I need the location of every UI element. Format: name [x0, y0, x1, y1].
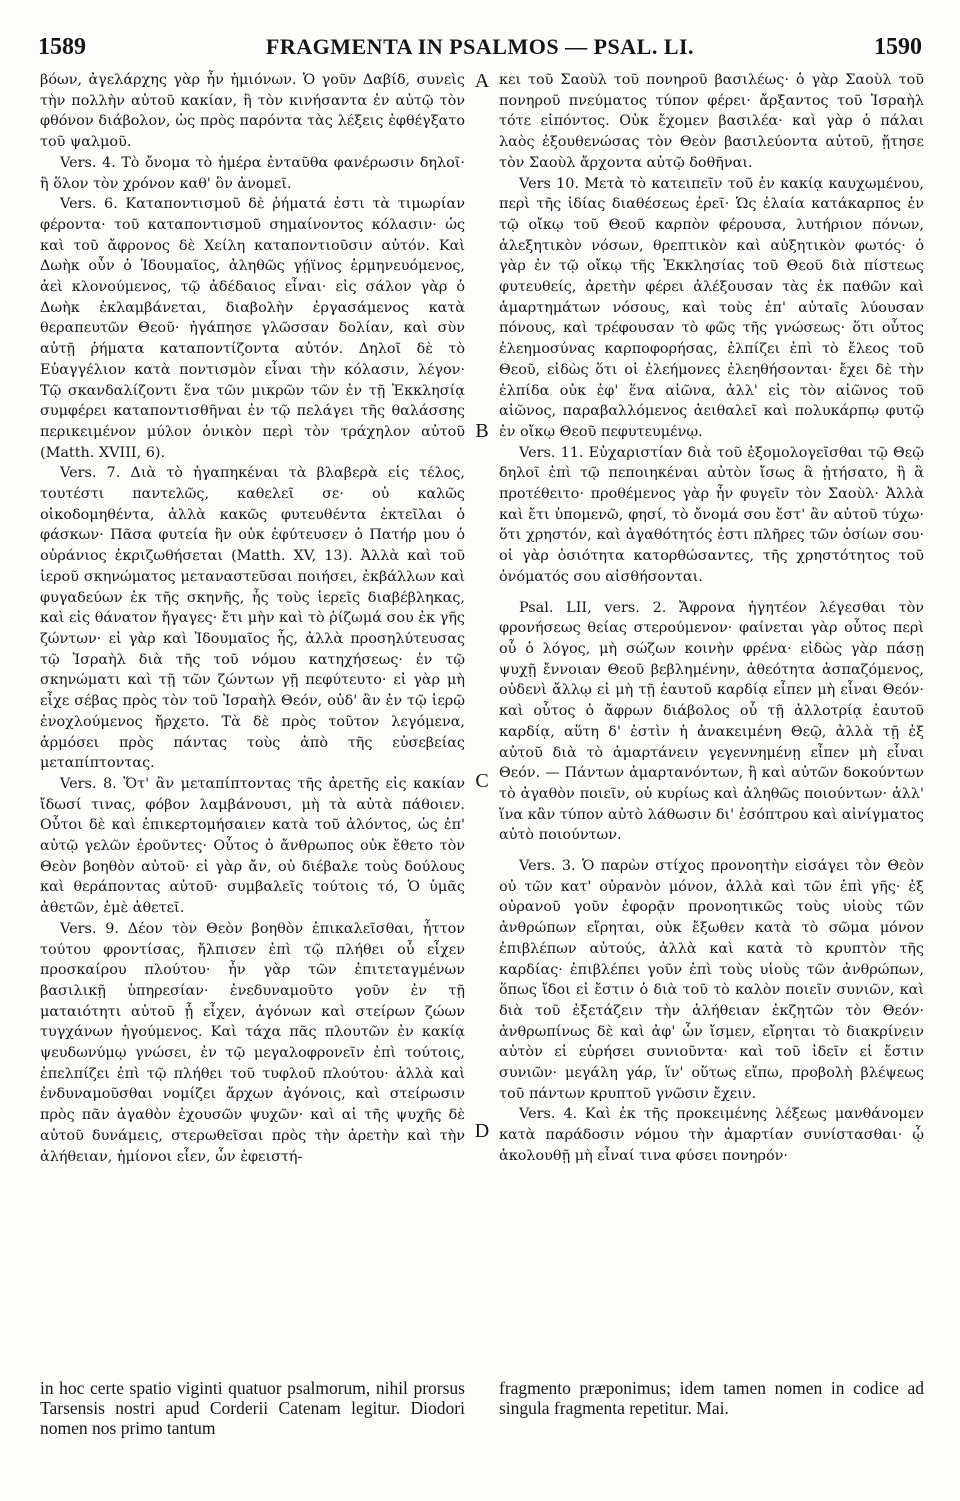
- paragraph: Vers. 3. Ὁ παρὼν στίχος προνοητὴν εἰσάγει τὸν Θεὸν οὐ τῶν κατ' οὐρανὸν μόνον, ἀλλὰ καὶ τῶν ἐπὶ γῆς· ἐξ οὐρανοῦ γοῦν ἐφορᾷν προνοητικῶς τοὺς υἱοὺς τῶν ἀνθρώπων εἴρηται, οὐκ ἔξωθεν κατὰ τὸ σῶμα μόνον ἐπιβλέπων αὐτούς, ἀλλὰ καὶ κατὰ τὸ κρυπτὸν τῆς καρδίας· ἐπιβλέπει γοῦν ἐπὶ τοὺς υἱοὺς τῶν ἀνθρώπων, ὅπως ἴδοι εἰ ἔστιν ὁ διὰ τοῦ τὸ καλὸν ποιεῖν συνιῶν, καὶ διὰ τοῦ ἐξετάζειν τὴν ἀλήθειαν ἐκζητῶν τὸν Θεόν· ἀνθρωπίνως δὲ καὶ ἀφ' ὧν ἴσμεν, εἴρηται τὸ διακρίνειν αὐτὸν εἰ εὑρήσει συνιοῦντα· καὶ τοῦ ἰδεῖν εἰ ἔστιν συνιῶν· μεγάλη γάρ, ἵν' οὕτως εἴπω, προβολὴ βλέψεως τοῦ πάντων κρυπτοῦ γνῶσιν ἔχειν.: [499, 858, 924, 1102]
- footnote-right: fragmento præponimus; idem tamen nomen in codice ad singula fragmenta repetitur. Mai.: [499, 1378, 924, 1418]
- paragraph: Psal. LII, vers. 2. Ἄφρονα ἡγητέον λέγεσθαι τὸν φρονήσεως θείας στερούμενον· φαίνεται γὰρ οὗτος περὶ οὗ ὁ λόγος, μὴ σώζων κοινὴν φρένα· εἰδὼς γὰρ πάσῃ ψυχῇ ἔννοιαν Θεοῦ βεβλημένην, ἀθεότητα ἀσπαζόμενος, οὐδενὶ ἄλλῳ εἰ μὴ τῇ ἑαυτοῦ καρδίᾳ εἶπεν μὴ εἶναι Θεόν· καὶ οὗτος ὁ ἄφρων διάβολος οὗ τῇ ἀλλοτρίᾳ ἑαυτοῦ καρδίᾳ, αὕτη δ' ἐστὶν ἡ ἀνακειμένη Θεῷ, ἀλλὰ τῇ ἐξ αὐτοῦ διὰ τὸ ἁμαρτάνειν γεγεννημένῃ εἶπεν μὴ εἶναι Θεόν. — Πάντων ἁμαρτανόντων, ἢ καὶ αὐτῶν δοκούντων τὸ ἀγαθὸν ποιεῖν, οὐ κυρίως καὶ ἀληθῶς ποιούντων· ἀλλ' ἵνα κἂν τύπον αὐτὸ λάθωσιν δι' ἐσόπτρου καὶ αἰνίγματος αὐτὸ ποιούντων.: [499, 599, 924, 844]
- paragraph: Vers. 9. Δέον τὸν Θεὸν βοηθὸν ἐπικαλεῖσθαι, ἧττον τούτου φροντίσας, ἤλπισεν ἐπὶ τῷ πλήθει οὗ εἶχεν προσκαίρου πλούτου· ἦν γὰρ τῶν ἐπιτεταγμένων βασιλικῇ ὑπηρεσίαν· ἐνεδυναμοῦτο γοῦν ἐν τῇ ματαιότητι αὐτοῦ ᾗ εἶχεν, ἀγόνων καὶ στείρων ζώων τυγχάνων ἡγούμενος. Καὶ τάχα πᾶς πλουτῶν ἐν κακίᾳ ψευδωνύμῳ γνώσει, ἐν τῷ μεγαλοφρονεῖν ἐπὶ τούτοις, ἐπελπίζει ἐπὶ τῷ πλήθει τοῦ τυφλοῦ πλούτου· ἀλλὰ καὶ ἐνδυναμοῦσθαι νομίζει ἄρχων ἀγόνοις, καὶ στείρωσιν πρὸς πᾶν ἀγαθὸν ἐχουσῶν ψυχῶν· καὶ αἱ τῆς ψυχῆς δὲ αὐτοῦ δυνάμεις, στερωθεῖσαι πρὸς τὴν ἀρετὴν καὶ τὴν ἀλήθειαν, ἡμίονοι εἶεν, ὧν ἐφειστή-: [40, 920, 465, 1165]
- paragraph: Vers 10. Μετὰ τὸ κατειπεῖν τοῦ ἐν κακίᾳ καυχωμένου, περὶ τῆς ἰδίας διαθέσεως ἐρεῖ· Ὡς ἐλαία κατάκαρπος ἐν τῷ οἴκῳ τοῦ Θεοῦ καρπὸν φέρουσα, λυτήριον πόνων, ἀλεξητικὸν νόσων, θρεπτικὸν καὶ αὐξητικὸν φωτός· ὁ γὰρ ἐν τῷ οἴκῳ τῆς Ἐκκλησίας τοῦ Θεοῦ διὰ πίστεως φυτευθείς, ἀρετὴν φέρει ἀλέξουσαν τὰς ἐκ παθῶν καὶ ἁμαρτημάτων νόσους, καὶ τοὺς ἐπ' αὐταῖς λύουσαν πόνους, καὶ τρέφουσαν τὸ φῶς τῆς γνώσεως· ὅτι οὗτος ἐλεημοσύνας καρποφορήσας, ἐλπίζει ἐπὶ τὸ ἔλεος τοῦ Θεοῦ, εἰδὼς ὅτι οἱ ἐλεήμονες ἐλεηθήσονται· ἔχει δὲ τὴν ἐλπίδα οὐκ ἐφ' ἕνα αἰῶνα, ἀλλ' εἰς τὸν αἰῶνος τοῦ αἰῶνος, παραβαλλόμενος ἀειθαλεῖ καὶ πολυκάρπῳ φυτῷ ἐν οἴκῳ Θεοῦ πεφυτευμένῳ.: [499, 175, 924, 440]
- margin-letter-b: B: [475, 420, 489, 442]
- page-header: [38, 34, 922, 64]
- running-title: FRAGMENTA IN PSALMOS — PSAL. LI.: [265, 34, 695, 59]
- paragraph: Vers. 6. Καταποντισμοῦ δὲ ῥήματά ἐστι τὰ τιμωρίαν φέροντα· τοῦ καταποντισμοῦ σημαίνοντος κόλασιν· ὡς καὶ τοῦ ἄφρονος δὲ Χείλη καταποντιοῦσιν αὐτόν. Καὶ Δωὴκ οὖν ὁ Ἰδουμαῖος, ἀληθῶς γῄϊνος ἑρμηνευόμενος, ἀεὶ κλονούμενος, τῷ ἀδέδαιος εἶναι· εἰς σάλον γὰρ ὁ Δωὴκ ἐκλαμβάνεται, διαβολὴν ἐργασάμενος κατὰ θεραπευτῶν Θεοῦ· ἠγάπησε γλῶσσαν δολίαν, καὶ σὺν αὐτῇ ῥήματα καταποντίζοντα αὐτόν. Δηλοῖ δὲ τὸ Εὐαγγέλιον κατὰ ποντισμὸν εἶναι τὴν κόλασιν, λέγον· Τῷ σκανδαλίζοντι ἕνα τῶν μικρῶν τῶν ἐν τῇ Ἐκκλησίᾳ συμφέρει καταποντισθῆναι ἐν τῷ πελάγει τῆς θαλάσσης περικειμένον μύλον ὀνικὸν περὶ τὸν τράχηλον αὐτοῦ (Matth. XVIII, 6).: [40, 196, 465, 461]
- page-number-left: 1589: [38, 34, 86, 60]
- margin-letter-a: A: [474, 70, 490, 92]
- paragraph: Vers. 4. Καὶ ἐκ τῆς προκειμένης λέξεως μανθάνομεν κατὰ παράδοσιν νόμου τὴν ἁμαρτίαν συνίστασθαι· ᾧ ἀκολουθῇ μὴ εἶναί τινα φύσει πονηρόν·: [499, 1106, 924, 1164]
- margin-letter-c: C: [475, 770, 489, 792]
- paragraph: κει τοῦ Σαοὺλ τοῦ πονηροῦ βασιλέως· ὁ γὰρ Σαοὺλ τοῦ πονηροῦ πνεύματος τύπον φέρει· ἄρξαντος τοῦ Ἰσραὴλ τότε εἰπόντος. Οὐκ ἔχομεν βασιλέα· καὶ γὰρ ὁ πάλαι λαὸς ἐξουθενώσας τὸν Θεὸν βασιλεύοντα αὐτοῦ, ᾔτησε τὸν Σαοὺλ ἄρχοντα αὐτῷ δοθῆναι.: [499, 72, 924, 171]
- margin-letter-d: D: [474, 1120, 490, 1142]
- footnote-left: in hoc certe spatio viginti quatuor psalmorum, nihil prorsus Tarsensis nostri apud Corderii Catenam legitur. Diodori nomen nos primo tantum: [40, 1378, 465, 1438]
- paragraph: Vers. 11. Εὐχαριστίαν διὰ τοῦ ἐξομολογεῖσθαι τῷ Θεῷ δηλοῖ ἐπὶ τῷ πεποιηκέναι αὐτὸν ἴσως ἃ ᾐτήσατο, ἢ ἃ προτέθειτο· προθέμενος γὰρ ἦν φυγεῖν τὸν Σαοὺλ· Ἀλλὰ καὶ ἔτι ὑπομενῶ, φησί, τὸ ὄνομά σου ἔστ' ἂν αὐτοῦ τύχω· ὅτι χρηστόν, καὶ ἀγαθότητός ἐστι πλῆρες τῶν ὁσίων σου· οἱ γὰρ ὁσιότητα κατορθώσαντες, τῆς χρηστότητος τοῦ ὀνόματός σου αἰσθήσονται.: [499, 444, 924, 585]
- paragraph: Vers. 7. Διὰ τὸ ἠγαπηκέναι τὰ βλαβερὰ εἰς τέλος, τουτέστι παντελῶς, καθελεῖ σε· οὐ καλῶς οἰκοδομηθέντα, ἀλλὰ κακῶς φυτευθέντα ἐκτεῖλαι ὁ φάσκων· Πᾶσα φυτεία ἣν οὐκ ἐφύτευσεν ὁ Πατήρ μου ὁ οὐράνιος ἐκριζωθήσεται (Matth. XV, 13). Ἀλλὰ καὶ τοῦ ἱεροῦ σκηνώματος μεταναστεῦσαι ποιήσει, ἐκβάλλων καὶ φυγαδεύων ἐκ τῆς σκηνῆς, ἧς τοὺς ἱερεῖς διαβέβληκας, καὶ εἰς θάνατον ἤγαγες· ἔτι μὴν καὶ τὸ ῥίζωμά σου ἐκ γῆς ζώντων· εἰ γὰρ καὶ Ἰδουμαῖος ἦς, ἀλλὰ προσηλύτευσας τῷ Ἰσραὴλ διὰ τῆς τοῦ νόμου κατηχήσεως· ἐν τῷ σκηνώματι καὶ τῇ τῶν ζώντων γῇ πεφύτευτο· εἰ γὰρ μὴ εἶχε σέβας πρὸς τὸν τοῦ Ἰσραὴλ Θεόν, οὐδ' ἂν ἐν τῷ ἱερῷ ἐνοχλούμενος ἤρχετο. Τὰ δὲ πρὸς τοῦτον λεγόμενα, ἁρμόσει πρὸς πάντας τοὺς ἀπὸ τῆς εὐσεβείας μεταπίπτοντας.: [40, 465, 465, 772]
- paragraph: Vers. 8. Ὅτ' ἂν μεταπίπτοντας τῆς ἀρετῆς εἰς κακίαν ἴδωσί τινας, φόβον λαμβάνουσι, μὴ τὰ αὐτὰ πάθοιεν. Οὗτοι δὲ καὶ ἐπικερτομήσαιεν κατὰ τοῦ ἀλόντος, ὡς ἐπ' αὐτῷ γελῶν ἐροῦντες· Οὗτος ὁ ἄνθρωπος οὐκ ἔθετο τὸν Θεὸν βοηθὸν αὐτοῦ· εἰ γὰρ ἄν, οὐ διέβαλε τοὺς δούλους καὶ θεράποντας αὐτοῦ· συμβαλεῖς τούτοις τό, Ὁ ὑμᾶς ἀθετῶν, ἐμὲ ἀθετεῖ.: [40, 775, 465, 917]
- page-number-right: 1590: [874, 34, 922, 60]
- left-column: [40, 70, 465, 1167]
- paragraph: βόων, ἀγελάρχης γὰρ ἦν ἡμιόνων. Ὁ γοῦν Δαβίδ, συνεὶς τὴν πολλὴν αὐτοῦ κακίαν, ἢ τὸν κινήσαντα ἐν αὐτῷ τὸν φθόνον διάβολον, ὡς πρὸς παρόντα τὰς λέξεις ἐφθέγξατο τοῦ ψαλμοῦ.: [40, 72, 465, 151]
- paragraph: Vers. 4. Τὸ ὄνομα τὸ ἡμέρα ἐνταῦθα φανέρωσιν δηλοῖ· ἢ ὅλον τὸν χρόνον καθ' ὃν ἀνομεῖ.: [40, 154, 465, 192]
- right-column: [499, 70, 924, 1167]
